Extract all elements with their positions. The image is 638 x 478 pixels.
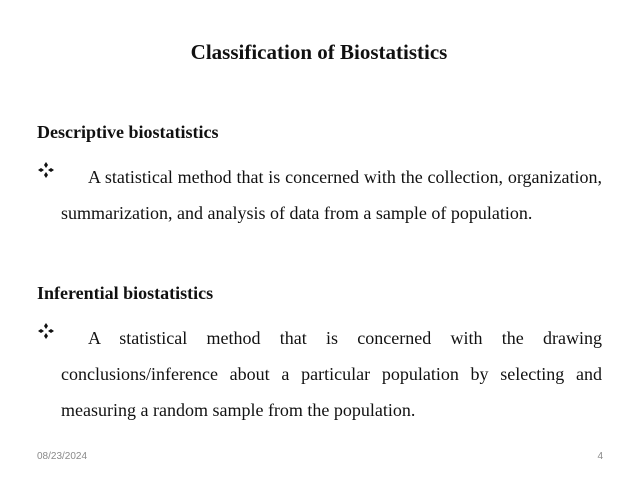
- bullet-text: A statistical method that is concerned with the drawing conclusions/inference about a particular population by selecting and measuring a random sample from the population.: [61, 328, 602, 420]
- diamond-bullet-icon: [37, 161, 55, 179]
- bullet-inferential: [37, 320, 602, 428]
- footer-date: 08/23/2024: [37, 451, 88, 462]
- section-heading-inferential: Inferential biostatistics: [37, 283, 214, 303]
- diamond-bullet-icon: [37, 322, 55, 340]
- section-heading-descriptive: Descriptive biostatistics: [37, 122, 219, 142]
- page-number: 4: [597, 451, 603, 462]
- bullet-descriptive: [37, 159, 602, 231]
- bullet-text: A statistical method that is concerned with the collection, organization, summarization, and analysis of data from a sample of population.: [61, 167, 602, 223]
- slide-title: Classification of Biostatistics: [190, 40, 448, 64]
